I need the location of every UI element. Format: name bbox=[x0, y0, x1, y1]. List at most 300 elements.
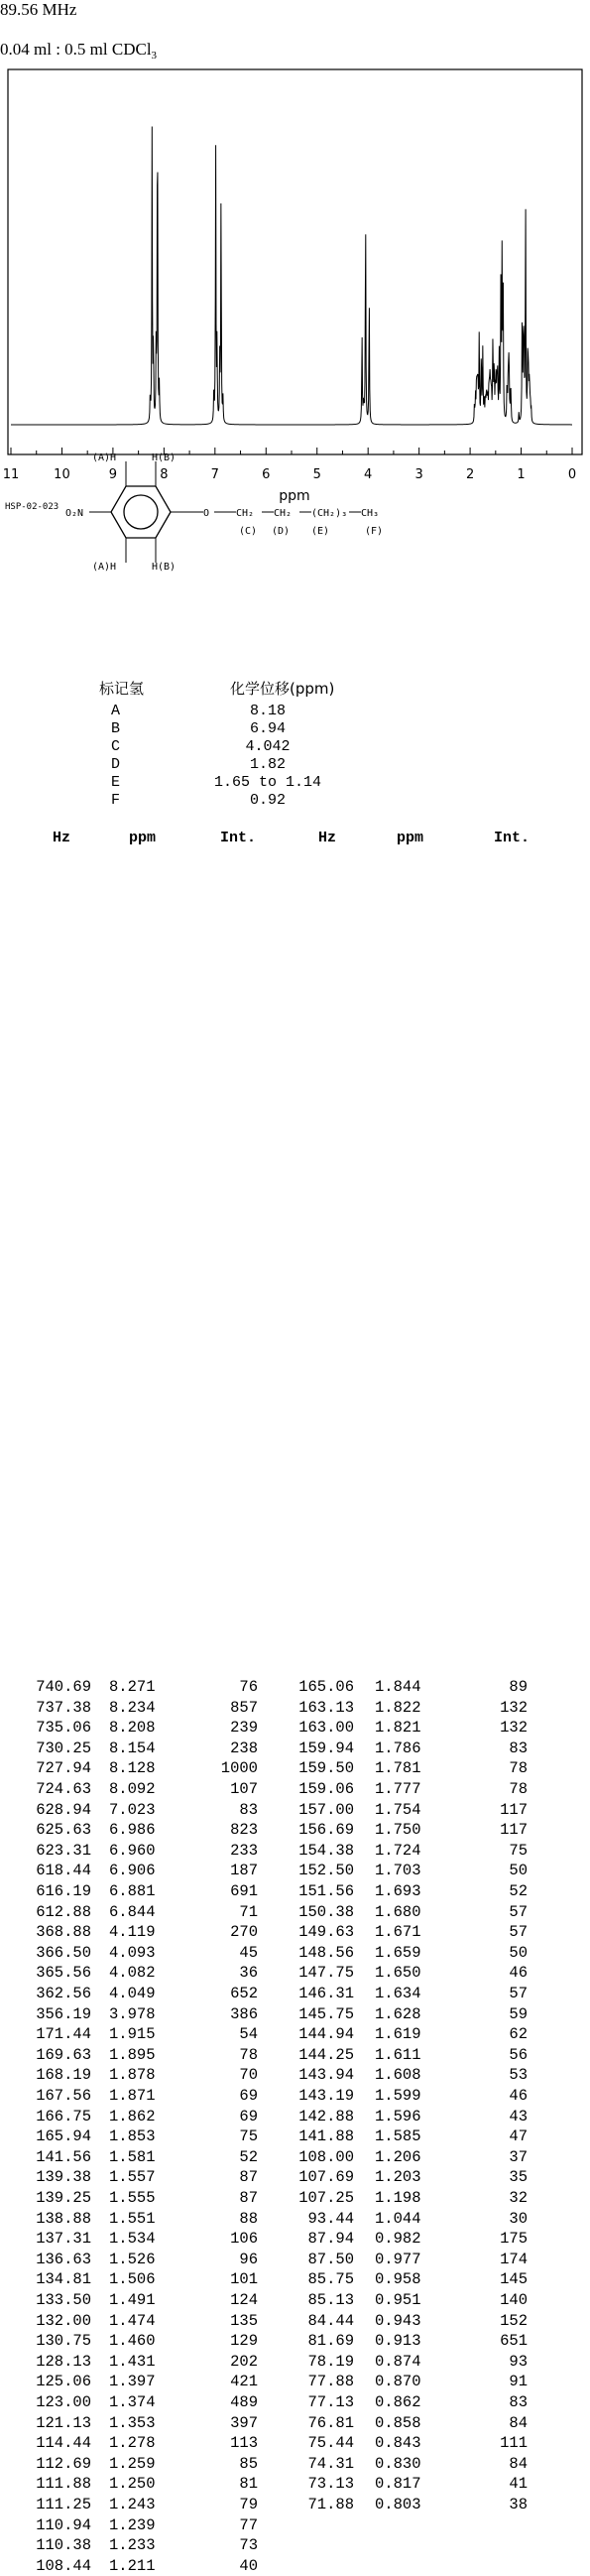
peak-hz: 148.56 bbox=[298, 1943, 354, 1962]
peak-hz: 111.88 bbox=[36, 2475, 91, 2494]
peak-hz: 730.25 bbox=[36, 1739, 91, 1757]
assignment-label-C: C bbox=[111, 738, 121, 755]
peak-intensity: 57 bbox=[509, 1985, 528, 2002]
peak-intensity: 397 bbox=[230, 2413, 258, 2432]
peak-ppm: 1.611 bbox=[375, 2045, 421, 2064]
peak-ppm: 1.534 bbox=[109, 2230, 156, 2249]
peak-ppm: 1.581 bbox=[109, 2147, 156, 2166]
peak-intensity: 69 bbox=[239, 2107, 258, 2125]
peak-hz: 134.81 bbox=[36, 2270, 91, 2289]
label-no2: O₂N bbox=[65, 508, 84, 519]
peak-ppm: 8.092 bbox=[109, 1780, 156, 1798]
peak-ppm: 7.023 bbox=[109, 1800, 156, 1819]
peak-hz: 168.19 bbox=[36, 2066, 91, 2085]
label-c: (C) bbox=[239, 526, 258, 537]
peak-ppm: 0.817 bbox=[375, 2475, 421, 2494]
assignment-label-B: B bbox=[111, 720, 121, 737]
peak-intensity: 117 bbox=[500, 1821, 528, 1840]
frequency-label: 89.56 MHz bbox=[0, 0, 77, 19]
peak-hz: 107.25 bbox=[298, 2189, 354, 2207]
peak-intensity: 85 bbox=[239, 2454, 258, 2473]
peak-intensity: 43 bbox=[509, 2107, 528, 2125]
col-hz-1: Hz bbox=[53, 830, 71, 846]
peak-ppm: 1.506 bbox=[109, 2270, 156, 2289]
peak-ppm: 1.211 bbox=[109, 2556, 156, 2575]
peak-hz: 141.88 bbox=[298, 2127, 354, 2146]
peak-intensity: 47 bbox=[509, 2127, 528, 2146]
peak-hz: 157.00 bbox=[298, 1800, 354, 1819]
peak-hz: 365.56 bbox=[36, 1964, 91, 1983]
x-tick-label: 5 bbox=[312, 467, 321, 482]
plot-frame bbox=[8, 69, 582, 454]
peak-ppm: 6.906 bbox=[109, 1862, 156, 1880]
label-f: (F) bbox=[365, 526, 384, 537]
peak-hz: 78.19 bbox=[307, 2352, 354, 2371]
peak-ppm: 1.650 bbox=[375, 1964, 421, 1983]
peak-hz: 612.88 bbox=[36, 1902, 91, 1921]
peak-ppm: 1.044 bbox=[375, 2209, 421, 2228]
peak-ppm: 6.986 bbox=[109, 1821, 156, 1840]
peak-intensity: 270 bbox=[230, 1923, 258, 1942]
peak-intensity: 106 bbox=[230, 2230, 258, 2249]
assignment-header-label: 标记氢 bbox=[99, 680, 145, 698]
sample-subscript: 3 bbox=[151, 50, 158, 62]
peak-intensity: 145 bbox=[500, 2270, 528, 2289]
peak-ppm: 6.960 bbox=[109, 1841, 156, 1860]
peak-intensity: 651 bbox=[500, 2332, 528, 2351]
peak-hz: 77.13 bbox=[307, 2393, 354, 2411]
peak-ppm: 1.474 bbox=[109, 2311, 156, 2330]
peak-ppm: 1.671 bbox=[375, 1923, 421, 1942]
peak-hz: 169.63 bbox=[36, 2045, 91, 2064]
peak-hz: 159.06 bbox=[298, 1780, 354, 1798]
peak-intensity: 129 bbox=[230, 2332, 258, 2351]
col-ppm-2: ppm bbox=[397, 830, 424, 846]
peak-hz: 150.38 bbox=[298, 1902, 354, 1921]
peak-hz: 110.38 bbox=[36, 2536, 91, 2555]
peak-intensity: 202 bbox=[230, 2352, 258, 2371]
peak-hz: 144.25 bbox=[298, 2045, 354, 2064]
peak-intensity: 73 bbox=[239, 2536, 258, 2555]
peak-ppm: 0.977 bbox=[375, 2250, 421, 2268]
peak-hz: 368.88 bbox=[36, 1923, 91, 1942]
peak-ppm: 1.777 bbox=[375, 1780, 421, 1798]
x-tick-label: 9 bbox=[108, 467, 118, 482]
peak-ppm: 1.555 bbox=[109, 2189, 156, 2207]
assignment-shift-E: 1.65 to 1.14 bbox=[213, 774, 322, 791]
peak-intensity: 238 bbox=[230, 1739, 258, 1757]
peak-hz: 152.50 bbox=[298, 1862, 354, 1880]
peak-ppm: 1.431 bbox=[109, 2352, 156, 2371]
peak-hz: 84.44 bbox=[307, 2311, 354, 2330]
assignment-label-E: E bbox=[111, 774, 121, 791]
peak-hz: 77.88 bbox=[307, 2373, 354, 2391]
benzene-aromatic-circle bbox=[124, 495, 158, 529]
peak-intensity: 87 bbox=[239, 2168, 258, 2187]
peak-intensity: 81 bbox=[239, 2475, 258, 2494]
peak-hz: 110.94 bbox=[36, 2515, 91, 2534]
peak-hz: 74.31 bbox=[307, 2454, 354, 2473]
peak-ppm: 1.397 bbox=[109, 2373, 156, 2391]
peak-intensity: 101 bbox=[230, 2270, 258, 2289]
label-ch2-e: (CH₂)₃ bbox=[311, 508, 348, 519]
peak-ppm: 1.460 bbox=[109, 2332, 156, 2351]
peak-ppm: 1.844 bbox=[375, 1678, 421, 1696]
peak-ppm: 0.803 bbox=[375, 2496, 421, 2513]
spectrum-trace bbox=[11, 126, 572, 425]
label-e: (E) bbox=[311, 526, 330, 537]
label-hb-top: H(B) bbox=[152, 452, 177, 463]
x-tick-label: 7 bbox=[210, 467, 219, 482]
peak-hz: 625.63 bbox=[36, 1821, 91, 1840]
peak-ppm: 0.870 bbox=[375, 2373, 421, 2391]
peak-hz: 108.00 bbox=[298, 2147, 354, 2166]
peak-intensity: 174 bbox=[500, 2250, 528, 2268]
peak-intensity: 62 bbox=[509, 2025, 528, 2044]
peak-intensity: 71 bbox=[239, 1902, 258, 1921]
peak-ppm: 1.278 bbox=[109, 2434, 156, 2453]
label-d: (D) bbox=[272, 526, 291, 537]
peak-intensity: 53 bbox=[509, 2066, 528, 2085]
peak-intensity: 38 bbox=[509, 2496, 528, 2513]
peak-hz: 163.00 bbox=[298, 1719, 354, 1738]
peak-hz: 151.56 bbox=[298, 1882, 354, 1900]
peak-ppm: 1.754 bbox=[375, 1800, 421, 1819]
peak-hz: 107.69 bbox=[298, 2168, 354, 2187]
peak-intensity: 50 bbox=[509, 1943, 528, 1962]
peak-intensity: 54 bbox=[239, 2025, 258, 2044]
peak-intensity: 239 bbox=[230, 1719, 258, 1738]
peak-intensity: 87 bbox=[239, 2189, 258, 2207]
peak-hz: 76.81 bbox=[307, 2413, 354, 2432]
peak-hz: 87.50 bbox=[307, 2250, 354, 2268]
peak-intensity: 46 bbox=[509, 2087, 528, 2105]
peak-ppm: 0.958 bbox=[375, 2270, 421, 2289]
peak-ppm: 1.822 bbox=[375, 1698, 421, 1717]
peak-ppm: 1.628 bbox=[375, 2004, 421, 2023]
peak-ppm: 1.596 bbox=[375, 2107, 421, 2125]
peak-intensity: 30 bbox=[509, 2209, 528, 2228]
assignment-label-F: F bbox=[111, 792, 121, 809]
peak-hz: 71.88 bbox=[307, 2496, 354, 2513]
col-ppm-1: ppm bbox=[129, 830, 157, 846]
peak-intensity: 78 bbox=[509, 1759, 528, 1778]
peak-ppm: 1.206 bbox=[375, 2147, 421, 2166]
peak-ppm: 0.982 bbox=[375, 2230, 421, 2249]
peak-intensity: 386 bbox=[230, 2004, 258, 2023]
peak-ppm: 1.243 bbox=[109, 2496, 156, 2513]
peak-intensity: 35 bbox=[509, 2168, 528, 2187]
peak-intensity: 57 bbox=[509, 1923, 528, 1942]
peak-hz: 159.50 bbox=[298, 1759, 354, 1778]
peak-intensity: 1000 bbox=[220, 1759, 258, 1778]
peak-ppm: 1.619 bbox=[375, 2025, 421, 2044]
peak-intensity: 52 bbox=[509, 1882, 528, 1900]
x-axis-tick-labels bbox=[3, 467, 576, 482]
peak-intensity: 56 bbox=[509, 2045, 528, 2064]
peak-intensity: 45 bbox=[239, 1943, 258, 1962]
peak-intensity: 70 bbox=[239, 2066, 258, 2085]
peak-hz: 362.56 bbox=[36, 1985, 91, 2002]
label-ah-bot: (A)H bbox=[92, 562, 117, 573]
peak-ppm: 1.557 bbox=[109, 2168, 156, 2187]
peak-hz: 112.69 bbox=[36, 2454, 91, 2473]
peak-intensity: 132 bbox=[500, 1719, 528, 1738]
peak-ppm: 0.874 bbox=[375, 2352, 421, 2371]
peak-ppm: 0.862 bbox=[375, 2393, 421, 2411]
peak-ppm: 1.750 bbox=[375, 1821, 421, 1840]
peak-hz: 724.63 bbox=[36, 1780, 91, 1798]
peak-intensity: 83 bbox=[509, 2393, 528, 2411]
peak-hz: 87.94 bbox=[307, 2230, 354, 2249]
peak-ppm: 1.878 bbox=[109, 2066, 156, 2085]
peak-intensity: 52 bbox=[239, 2147, 258, 2166]
x-tick-label: 0 bbox=[567, 467, 577, 482]
peak-ppm: 1.374 bbox=[109, 2393, 156, 2411]
peak-ppm: 0.843 bbox=[375, 2434, 421, 2453]
label-o: O bbox=[203, 508, 210, 519]
assignment-shift-A: 8.18 bbox=[249, 703, 286, 719]
peak-ppm: 4.119 bbox=[109, 1923, 156, 1942]
x-tick-label: 10 bbox=[54, 467, 70, 482]
peak-hz: 165.94 bbox=[36, 2127, 91, 2146]
peak-ppm: 8.271 bbox=[109, 1678, 156, 1696]
peak-intensity: 37 bbox=[509, 2147, 528, 2166]
peak-hz: 163.13 bbox=[298, 1698, 354, 1717]
peak-hz: 616.19 bbox=[36, 1882, 91, 1900]
peak-ppm: 1.724 bbox=[375, 1841, 421, 1860]
peak-hz: 114.44 bbox=[36, 2434, 91, 2453]
peak-intensity: 83 bbox=[509, 1739, 528, 1757]
peak-ppm: 6.844 bbox=[109, 1902, 156, 1921]
peak-intensity: 40 bbox=[239, 2556, 258, 2575]
peak-intensity: 421 bbox=[230, 2373, 258, 2391]
peak-ppm: 3.978 bbox=[109, 2004, 156, 2023]
peak-ppm: 1.871 bbox=[109, 2087, 156, 2105]
peak-intensity: 36 bbox=[239, 1964, 258, 1983]
peak-hz: 159.94 bbox=[298, 1739, 354, 1757]
peak-hz: 628.94 bbox=[36, 1800, 91, 1819]
label-ch3-f: CH₃ bbox=[361, 508, 380, 519]
x-tick-label: 1 bbox=[517, 467, 526, 482]
col-hz-2: Hz bbox=[318, 830, 337, 846]
peak-ppm: 1.781 bbox=[375, 1759, 421, 1778]
peak-hz: 85.75 bbox=[307, 2270, 354, 2289]
peak-intensity: 91 bbox=[509, 2373, 528, 2391]
peak-intensity: 41 bbox=[509, 2475, 528, 2494]
label-ah-top: (A)H bbox=[92, 452, 117, 463]
peak-hz: 145.75 bbox=[298, 2004, 354, 2023]
peak-ppm: 1.198 bbox=[375, 2189, 421, 2207]
x-tick-label: 8 bbox=[160, 467, 169, 482]
peak-ppm: 0.858 bbox=[375, 2413, 421, 2432]
x-axis-label: ppm bbox=[279, 488, 310, 504]
peak-intensity: 84 bbox=[509, 2413, 528, 2432]
peak-intensity: 175 bbox=[500, 2230, 528, 2249]
peak-hz: 366.50 bbox=[36, 1943, 91, 1962]
peak-hz: 121.13 bbox=[36, 2413, 91, 2432]
peak-hz: 166.75 bbox=[36, 2107, 91, 2125]
peak-ppm: 8.128 bbox=[109, 1759, 156, 1778]
peak-ppm: 1.585 bbox=[375, 2127, 421, 2146]
peak-hz: 111.25 bbox=[36, 2496, 91, 2513]
peak-intensity: 93 bbox=[509, 2352, 528, 2371]
peak-ppm: 1.250 bbox=[109, 2475, 156, 2494]
col-int-1: Int. bbox=[220, 830, 257, 846]
peak-ppm: 0.943 bbox=[375, 2311, 421, 2330]
peak-hz: 740.69 bbox=[36, 1678, 91, 1696]
assignment-shift-F: 0.92 bbox=[249, 792, 286, 809]
peak-hz: 73.13 bbox=[307, 2475, 354, 2494]
peak-intensity: 78 bbox=[509, 1780, 528, 1798]
peak-hz: 143.19 bbox=[298, 2087, 354, 2105]
peak-hz: 156.69 bbox=[298, 1821, 354, 1840]
peak-hz: 75.44 bbox=[307, 2434, 354, 2453]
peak-intensity: 857 bbox=[230, 1698, 258, 1717]
peak-intensity: 135 bbox=[230, 2311, 258, 2330]
peak-hz: 144.94 bbox=[298, 2025, 354, 2044]
x-tick-label: 11 bbox=[2, 467, 20, 482]
peak-intensity: 76 bbox=[239, 1678, 258, 1696]
peak-hz: 108.44 bbox=[36, 2556, 91, 2575]
peak-intensity: 57 bbox=[509, 1902, 528, 1921]
label-ch2-d: CH₂ bbox=[274, 508, 293, 519]
peak-ppm: 1.551 bbox=[109, 2209, 156, 2228]
peak-ppm: 1.239 bbox=[109, 2515, 156, 2534]
peak-hz: 154.38 bbox=[298, 1841, 354, 1860]
peak-intensity: 69 bbox=[239, 2087, 258, 2105]
peak-ppm: 1.491 bbox=[109, 2291, 156, 2309]
peak-hz: 147.75 bbox=[298, 1964, 354, 1983]
peak-hz: 735.06 bbox=[36, 1719, 91, 1738]
peak-hz: 143.94 bbox=[298, 2066, 354, 2085]
peak-ppm: 1.608 bbox=[375, 2066, 421, 2085]
peak-hz: 356.19 bbox=[36, 2004, 91, 2023]
peak-hz: 165.06 bbox=[298, 1678, 354, 1696]
peak-hz: 81.69 bbox=[307, 2332, 354, 2351]
peak-intensity: 83 bbox=[239, 1800, 258, 1819]
assignment-header-shift: 化学位移(ppm) bbox=[230, 680, 335, 698]
peak-hz: 93.44 bbox=[307, 2209, 354, 2228]
peak-hz: 737.38 bbox=[36, 1698, 91, 1717]
peak-hz: 133.50 bbox=[36, 2291, 91, 2309]
peak-ppm: 4.093 bbox=[109, 1943, 156, 1962]
peak-ppm: 1.693 bbox=[375, 1882, 421, 1900]
peak-hz: 128.13 bbox=[36, 2352, 91, 2371]
peak-hz: 139.38 bbox=[36, 2168, 91, 2187]
peak-intensity: 233 bbox=[230, 1841, 258, 1860]
peak-hz: 727.94 bbox=[36, 1759, 91, 1778]
assignment-shift-B: 6.94 bbox=[249, 720, 286, 737]
peak-intensity: 187 bbox=[230, 1862, 258, 1880]
peak-intensity: 77 bbox=[239, 2515, 258, 2534]
peak-ppm: 1.853 bbox=[109, 2127, 156, 2146]
x-tick-label: 2 bbox=[465, 467, 475, 482]
peak-ppm: 8.208 bbox=[109, 1719, 156, 1738]
label-hb-bot: H(B) bbox=[152, 562, 177, 573]
peak-ppm: 1.895 bbox=[109, 2045, 156, 2064]
peak-hz: 85.13 bbox=[307, 2291, 354, 2309]
peak-hz: 167.56 bbox=[36, 2087, 91, 2105]
peak-ppm: 1.703 bbox=[375, 1862, 421, 1880]
sample-prefix: 0.04 ml : 0.5 ml CDCl bbox=[0, 40, 152, 59]
peak-ppm: 1.353 bbox=[109, 2413, 156, 2432]
peak-hz: 138.88 bbox=[36, 2209, 91, 2228]
x-tick-label: 3 bbox=[414, 467, 423, 482]
peak-hz: 136.63 bbox=[36, 2250, 91, 2268]
peak-ppm: 1.915 bbox=[109, 2025, 156, 2044]
peak-ppm: 1.203 bbox=[375, 2168, 421, 2187]
peak-ppm: 4.082 bbox=[109, 1964, 156, 1983]
peak-ppm: 1.680 bbox=[375, 1902, 421, 1921]
peak-ppm: 1.634 bbox=[375, 1985, 421, 2002]
peak-ppm: 1.659 bbox=[375, 1943, 421, 1962]
peak-intensity: 691 bbox=[230, 1882, 258, 1900]
peak-intensity: 75 bbox=[239, 2127, 258, 2146]
peak-hz: 125.06 bbox=[36, 2373, 91, 2391]
spectrum-code: HSP-02-023 bbox=[5, 502, 59, 512]
peak-intensity: 152 bbox=[500, 2311, 528, 2330]
peak-intensity: 107 bbox=[230, 1780, 258, 1798]
x-tick-label: 6 bbox=[262, 467, 271, 482]
peak-intensity: 823 bbox=[230, 1821, 258, 1840]
peak-ppm: 4.049 bbox=[109, 1985, 156, 2002]
peak-ppm: 1.821 bbox=[375, 1719, 421, 1738]
peak-intensity: 89 bbox=[509, 1678, 528, 1696]
peak-ppm: 1.599 bbox=[375, 2087, 421, 2105]
peak-intensity: 124 bbox=[230, 2291, 258, 2309]
peak-intensity: 79 bbox=[239, 2496, 258, 2513]
peak-hz: 139.25 bbox=[36, 2189, 91, 2207]
peak-hz: 146.31 bbox=[298, 1985, 354, 2002]
nmr-spectrum-chart bbox=[0, 60, 590, 516]
assignment-label-A: A bbox=[111, 703, 121, 719]
peak-intensity: 50 bbox=[509, 1862, 528, 1880]
peak-ppm: 0.913 bbox=[375, 2332, 421, 2351]
peak-intensity: 132 bbox=[500, 1698, 528, 1717]
peak-hz: 130.75 bbox=[36, 2332, 91, 2351]
peak-intensity: 96 bbox=[239, 2250, 258, 2268]
label-ch2-c: CH₂ bbox=[236, 508, 255, 519]
col-int-2: Int. bbox=[494, 830, 531, 846]
peak-ppm: 1.233 bbox=[109, 2536, 156, 2555]
peak-ppm: 6.881 bbox=[109, 1882, 156, 1900]
peak-ppm: 0.951 bbox=[375, 2291, 421, 2309]
peak-hz: 123.00 bbox=[36, 2393, 91, 2411]
peak-ppm: 0.830 bbox=[375, 2454, 421, 2473]
peak-hz: 137.31 bbox=[36, 2230, 91, 2249]
peak-intensity: 32 bbox=[509, 2189, 528, 2207]
peak-intensity: 652 bbox=[230, 1985, 258, 2002]
peak-ppm: 8.234 bbox=[109, 1698, 156, 1717]
assignment-shift-C: 4.042 bbox=[245, 738, 291, 755]
peak-ppm: 8.154 bbox=[109, 1739, 156, 1757]
peak-intensity: 113 bbox=[230, 2434, 258, 2453]
peak-ppm: 1.862 bbox=[109, 2107, 156, 2125]
peak-hz: 142.88 bbox=[298, 2107, 354, 2125]
peak-intensity: 75 bbox=[509, 1841, 528, 1860]
assignment-shift-D: 1.82 bbox=[249, 756, 286, 773]
peak-hz: 149.63 bbox=[298, 1923, 354, 1942]
peak-intensity: 78 bbox=[239, 2045, 258, 2064]
peak-intensity: 140 bbox=[500, 2291, 528, 2309]
x-tick-label: 4 bbox=[364, 467, 373, 482]
peak-hz: 141.56 bbox=[36, 2147, 91, 2166]
peak-ppm: 1.259 bbox=[109, 2454, 156, 2473]
peak-intensity: 59 bbox=[509, 2004, 528, 2023]
peak-intensity: 111 bbox=[500, 2434, 528, 2453]
peak-hz: 618.44 bbox=[36, 1862, 91, 1880]
